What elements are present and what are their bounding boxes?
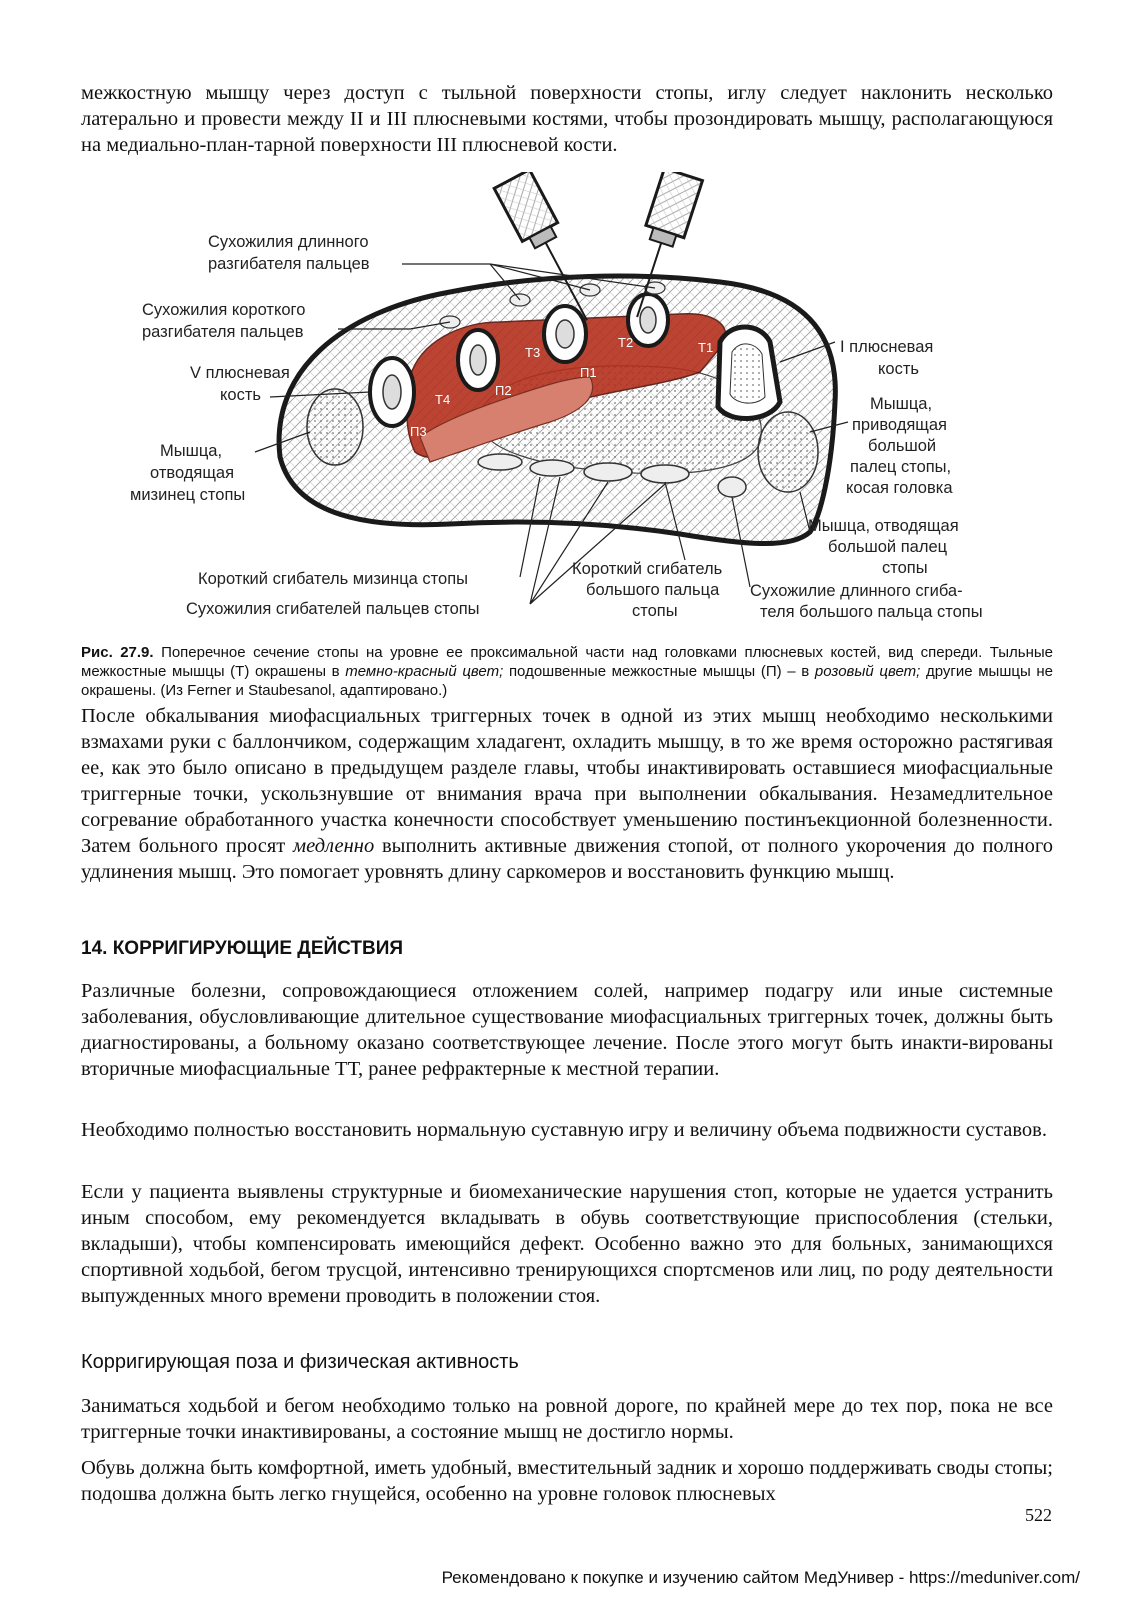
label-met5-2: кость bbox=[220, 386, 261, 404]
flexor-tendon bbox=[641, 465, 689, 483]
label-flex-hal-long-1: Сухожилие длинного сгиба- bbox=[750, 582, 963, 600]
mark-t3: T3 bbox=[525, 345, 541, 360]
paragraph-insoles: Если у пациента выявлены структурные и биомеханические нарушения стоп, которые не удается устранить иным способом, ему рекомендуется вкладывать в обувь соответствующие приспособления (стельки, вкладыши), чтобы компенсировать имеющийся дефект. Особенно важно это для больных, занимающихся спортивной ходьбой, бегом трусцой, интенсивно тренирующихся спортсменов или лиц, по роду деятельности выпужденных много времени проводить в положении стоя. bbox=[81, 1181, 1053, 1307]
label-flex-hal-1: Короткий сгибатель bbox=[572, 560, 723, 578]
label-met5-1: V плюсневая bbox=[190, 364, 290, 382]
label-abd-min-1: Мышца, bbox=[160, 442, 223, 460]
page-number: 522 bbox=[1025, 1505, 1052, 1525]
flexor-tendon bbox=[478, 454, 522, 470]
label-flex-dig: Сухожилия сгибателей пальцев стопы bbox=[186, 600, 480, 618]
label-ext-short-2: разгибателя пальцев bbox=[142, 323, 304, 341]
label-abd-hal-1: Мышца, отводящая bbox=[808, 517, 959, 535]
mark-t2: T2 bbox=[618, 335, 634, 350]
label-ext-long-1: Сухожилия длинного bbox=[208, 233, 369, 251]
label-met1-2: кость bbox=[878, 360, 919, 378]
label-abd-hal-3: стопы bbox=[882, 559, 928, 577]
foot-cross-section-figure bbox=[120, 172, 1020, 638]
caption-label: Рис. 27.9. bbox=[81, 644, 154, 661]
mark-p3: П3 bbox=[410, 424, 427, 439]
mark-p1: П1 bbox=[580, 365, 597, 380]
figure-caption: Рис. 27.9. Поперечное сечение стопы на уровне ее проксимальной части над головками плюсневых костей, вид спереди. Тыльные межкостные мышцы (Т) окрашены в темно-красный цвет; подошвенные межкостные мышцы (П) – в розовый цвет; другие мышцы не окрашены. (Из Ferner и Staubesanol, адаптировано.) bbox=[81, 644, 1054, 699]
label-ext-long-2: разгибателя пальцев bbox=[208, 255, 370, 273]
label-add-hal-4: палец стопы, bbox=[850, 458, 952, 476]
paragraph-after-injection: После обкалывания миофасциальных триггерных точек в одной из этих мышц необходимо несколькими взмахами руки с баллончиком, содержащим хладагент, охладить мышцу, в то же время осторожно растягивая ее, как это было описано в предыдущем разделе главы, чтобы инактивировать оставшиеся миофасциальные триггерные точки, ускользнувшие от внимания врача при выполнении обкалывания. Незамедлительное согревание обработанного участка конечности способствует уменьшению постинъекционной болезненности. Затем больного просят медленно выполнить активные движения стопой, от полного укорочения до полного удлинения мышц. Это помогает уровнять длину саркомеров и восстановить функцию мышц. bbox=[81, 705, 1054, 883]
section-title: 14. КОРРИГИРУЮЩИЕ ДЕЙСТВИЯ bbox=[81, 938, 404, 959]
paragraph-walking: Заниматься ходьбой и бегом необходимо только на ровной дороге, по крайней мере до тех пор, пока не все триггерные точки инактивированы, а состояние мышц не достигло нормы. bbox=[81, 1395, 1053, 1443]
label-abd-min-2: отводящая bbox=[150, 464, 235, 482]
mark-t4: T4 bbox=[435, 392, 451, 407]
paragraph-intro: межкостную мышцу через доступ с тыльной поверхности стопы, иглу следует наклонить несколько латерально и провести между II и III плюсневыми костями, чтобы прозондировать мышцу, располагающуюся на медиально-план-тарной поверхности III плюсневой кости. bbox=[81, 82, 1053, 156]
label-add-hal-1: Мышца, bbox=[870, 395, 933, 413]
abductor-hallucis bbox=[758, 412, 818, 492]
flexor-tendon bbox=[530, 460, 574, 476]
paragraph-shoes: Обувь должна быть комфортной, иметь удобный, вместительный задник и хорошо поддерживать своды стопы; подошва должна быть легко гнущейся, особенно на уровне головок плюсневых bbox=[81, 1457, 1053, 1505]
label-flex-hal-3: стопы bbox=[632, 602, 678, 620]
label-flex-hal-2: большого пальца bbox=[586, 581, 720, 599]
label-met1-1: I плюсневая bbox=[840, 338, 934, 356]
label-add-hal-3: большой bbox=[868, 437, 937, 455]
subsection-title: Корригирующая поза и физическая активность bbox=[81, 1351, 519, 1373]
mark-t1: T1 bbox=[698, 340, 714, 355]
label-abd-hal-2: большой палец bbox=[828, 538, 948, 556]
label-add-hal-5: косая головка bbox=[846, 479, 953, 497]
paragraph-diseases: Различные болезни, сопровождающиеся отложением солей, например подагру или иные системные заболевания, обусловливающие длительное существование миофасциальных триггерных точек, должны быть диагностированы, а больному оказано соответствующее лечение. После этого могут быть инакти-вированы вторичные миофасциальные ТТ, ранее рефрактерные к местной терапии. bbox=[81, 980, 1053, 1080]
label-flex-min: Короткий сгибатель мизинца стопы bbox=[198, 570, 469, 588]
label-add-hal-2: приводящая bbox=[852, 416, 947, 434]
label-abd-min-3: мизинец стопы bbox=[130, 486, 246, 504]
mark-p2: П2 bbox=[495, 383, 512, 398]
paragraph-joints: Необходимо полностью восстановить нормальную суставную игру и величину объема подвижности суставов. bbox=[81, 1119, 1047, 1141]
footer-note: Рекомендовано к покупке и изучению сайтом МедУнивер - https://meduniver.com/ bbox=[441, 1568, 1080, 1587]
abductor-digiti-minimi bbox=[307, 389, 363, 465]
flexor-tendon bbox=[584, 463, 632, 481]
flexor-hallucis-longus-tendon bbox=[718, 477, 746, 497]
label-flex-hal-long-2: теля большого пальца стопы bbox=[760, 603, 983, 621]
label-ext-short-1: Сухожилия короткого bbox=[142, 301, 306, 319]
